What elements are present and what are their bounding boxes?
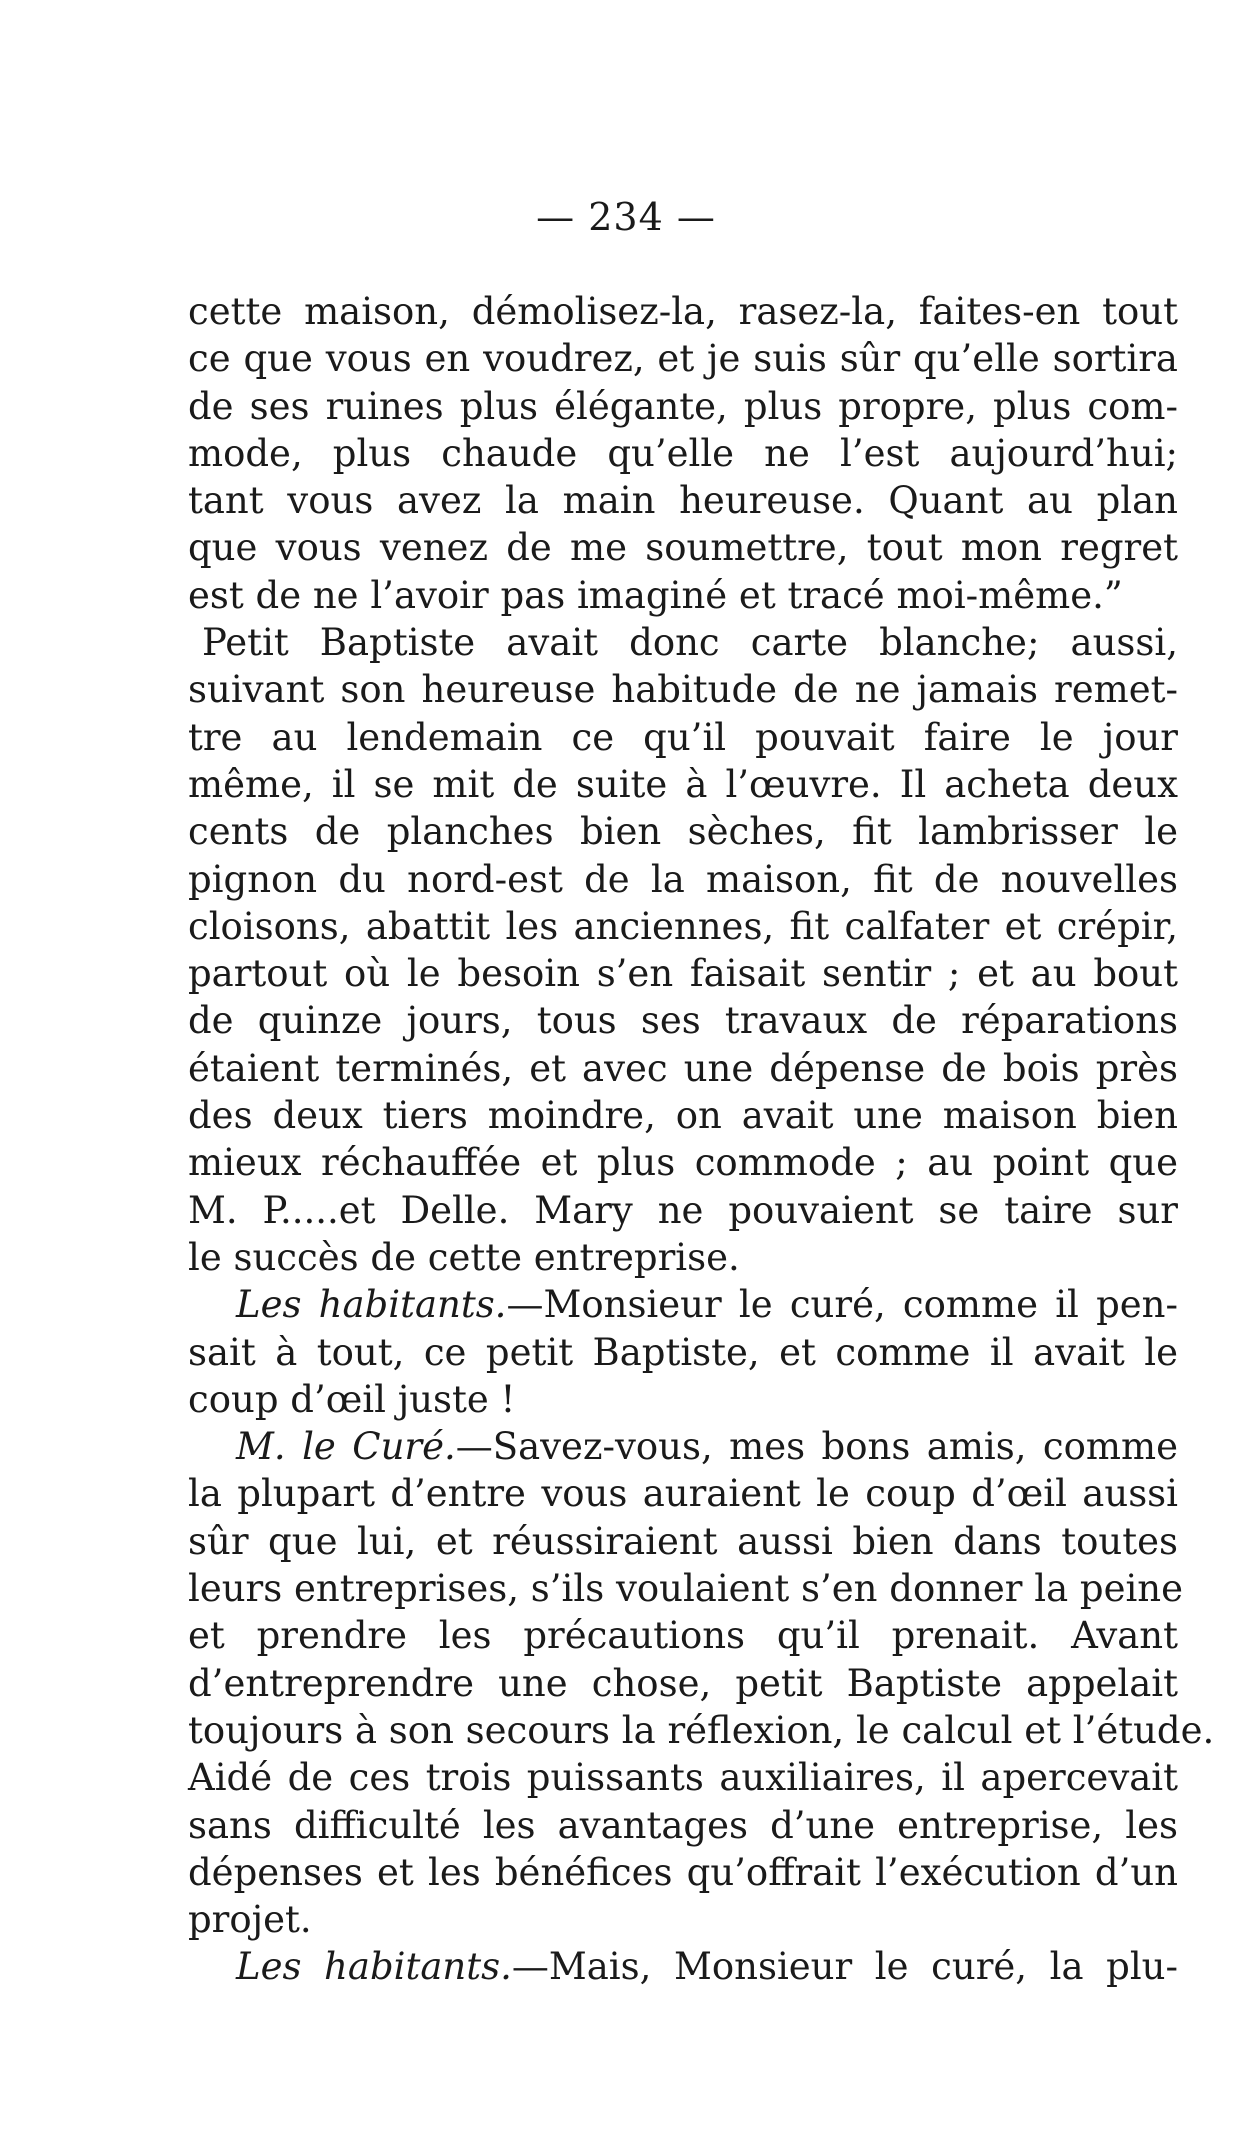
line-text: est de ne l’avoir pas imaginé et tracé moi-même.” [188,573,1123,617]
line-text: projet. [188,1898,312,1942]
text-line [188,1376,1178,1423]
line-text: le succès de cette entreprise. [188,1235,740,1279]
text-line [188,1565,1184,1612]
text-line [188,288,1178,335]
line-text: que vous venez de me soumettre, tout mon regret [188,526,1178,570]
text-line [188,1754,1178,1801]
text-line [188,1470,1178,1517]
speaker-name: Les habitants. [236,1945,512,1989]
text-line [188,903,1178,950]
text-line [188,1423,1178,1470]
line-text: —Savez-vous, mes bons amis, comme [455,1425,1179,1469]
line-text: Aidé de ces trois puissants auxiliaires, il apercevait [188,1756,1178,1800]
line-text: tre au lendemain ce qu’il pouvait faire le jour [188,715,1178,759]
text-line [188,524,1178,571]
line-text: pignon du nord-est de la maison, fit de nouvelles [188,857,1178,901]
line-text: Petit Baptiste avait donc carte blanche; aussi, [202,621,1178,665]
line-text: sûr que lui, et réussiraient aussi bien dans toutes [188,1519,1178,1563]
text-line [188,1281,1178,1328]
line-text: tant vous avez la main heureuse. Quant au plan [188,479,1178,523]
text-line [188,619,1178,666]
line-text: toujours à son secours la réflexion, le calcul et l’étude. [188,1708,1215,1752]
page-body-text [188,288,1215,1991]
line-text: d’entreprendre une chose, petit Baptiste appelait [188,1661,1178,1705]
line-text: coup d’œil juste ! [188,1377,516,1421]
line-text: la plupart d’entre vous auraient le coup d’œil aussi [188,1472,1178,1516]
text-line [188,1802,1178,1849]
line-text: étaient terminés, et avec une dépense de bois près [188,1046,1178,1090]
line-text: suivant son heureuse habitude de ne jamais remet- [188,668,1178,712]
text-line [188,1139,1178,1186]
line-text: cette maison, démolisez-la, rasez-la, faites-en tout [188,290,1178,333]
text-line [188,950,1178,997]
text-line [188,666,1178,713]
page-number: — 234 — [536,195,716,239]
text-line [188,1329,1178,1376]
speaker-name: M. le Curé. [236,1425,456,1469]
line-text: —Monsieur le curé, comme il pen- [506,1283,1178,1327]
speaker-name: Les habitants. [236,1283,507,1327]
text-line [188,383,1178,430]
text-line [188,1896,1178,1943]
text-line [188,856,1178,903]
line-text: mieux réchauffée et plus commode ; au point que [188,1141,1178,1185]
line-text: sait à tout, ce petit Baptiste, et comme il avait le [188,1330,1178,1374]
text-line [188,572,1178,619]
text-line [188,808,1178,855]
line-text: M. P.....et Delle. Mary ne pouvaient se taire sur [188,1188,1178,1232]
text-line [188,1092,1178,1139]
line-text: dépenses et les bénéfices qu’offrait l’exécution d’un [188,1850,1178,1894]
text-line [188,1660,1178,1707]
line-text: sans difficulté les avantages d’une entreprise, les [188,1803,1178,1847]
line-text: des deux tiers moindre, on avait une maison bien [188,1094,1178,1138]
text-line [188,1849,1178,1896]
line-text: de ses ruines plus élégante, plus propre, plus com- [188,384,1178,428]
line-text: de quinze jours, tous ses travaux de réparations [188,999,1178,1043]
text-line [188,1045,1178,1092]
text-line [188,1234,1178,1281]
line-text: —Mais, Monsieur le curé, la plu- [511,1945,1178,1989]
text-line [188,430,1178,477]
text-line [188,1612,1178,1659]
line-text: même, il se mit de suite à l’œuvre. Il acheta deux [188,762,1178,806]
text-line [188,1707,1215,1754]
text-line [188,761,1178,808]
line-text: partout où le besoin s’en faisait sentir ; et au bout [188,952,1178,996]
text-line [188,714,1178,761]
text-line [188,1943,1178,1990]
line-text: cloisons, abattit les anciennes, fit calfater et crépir, [188,904,1178,948]
line-text: cents de planches bien sèches, fit lambrisser le [188,810,1178,854]
text-line [188,1518,1178,1565]
text-line [188,997,1178,1044]
text-line [188,335,1178,382]
text-line [188,477,1178,524]
line-text: mode, plus chaude qu’elle ne l’est aujourd’hui; [188,431,1178,475]
line-text: et prendre les précautions qu’il prenait. Avant [188,1614,1178,1658]
text-line [188,1187,1178,1234]
line-text: leurs entreprises, s’ils voulaient s’en donner la peine [188,1567,1184,1611]
line-text: ce que vous en voudrez, et je suis sûr qu’elle sortira [188,337,1178,381]
